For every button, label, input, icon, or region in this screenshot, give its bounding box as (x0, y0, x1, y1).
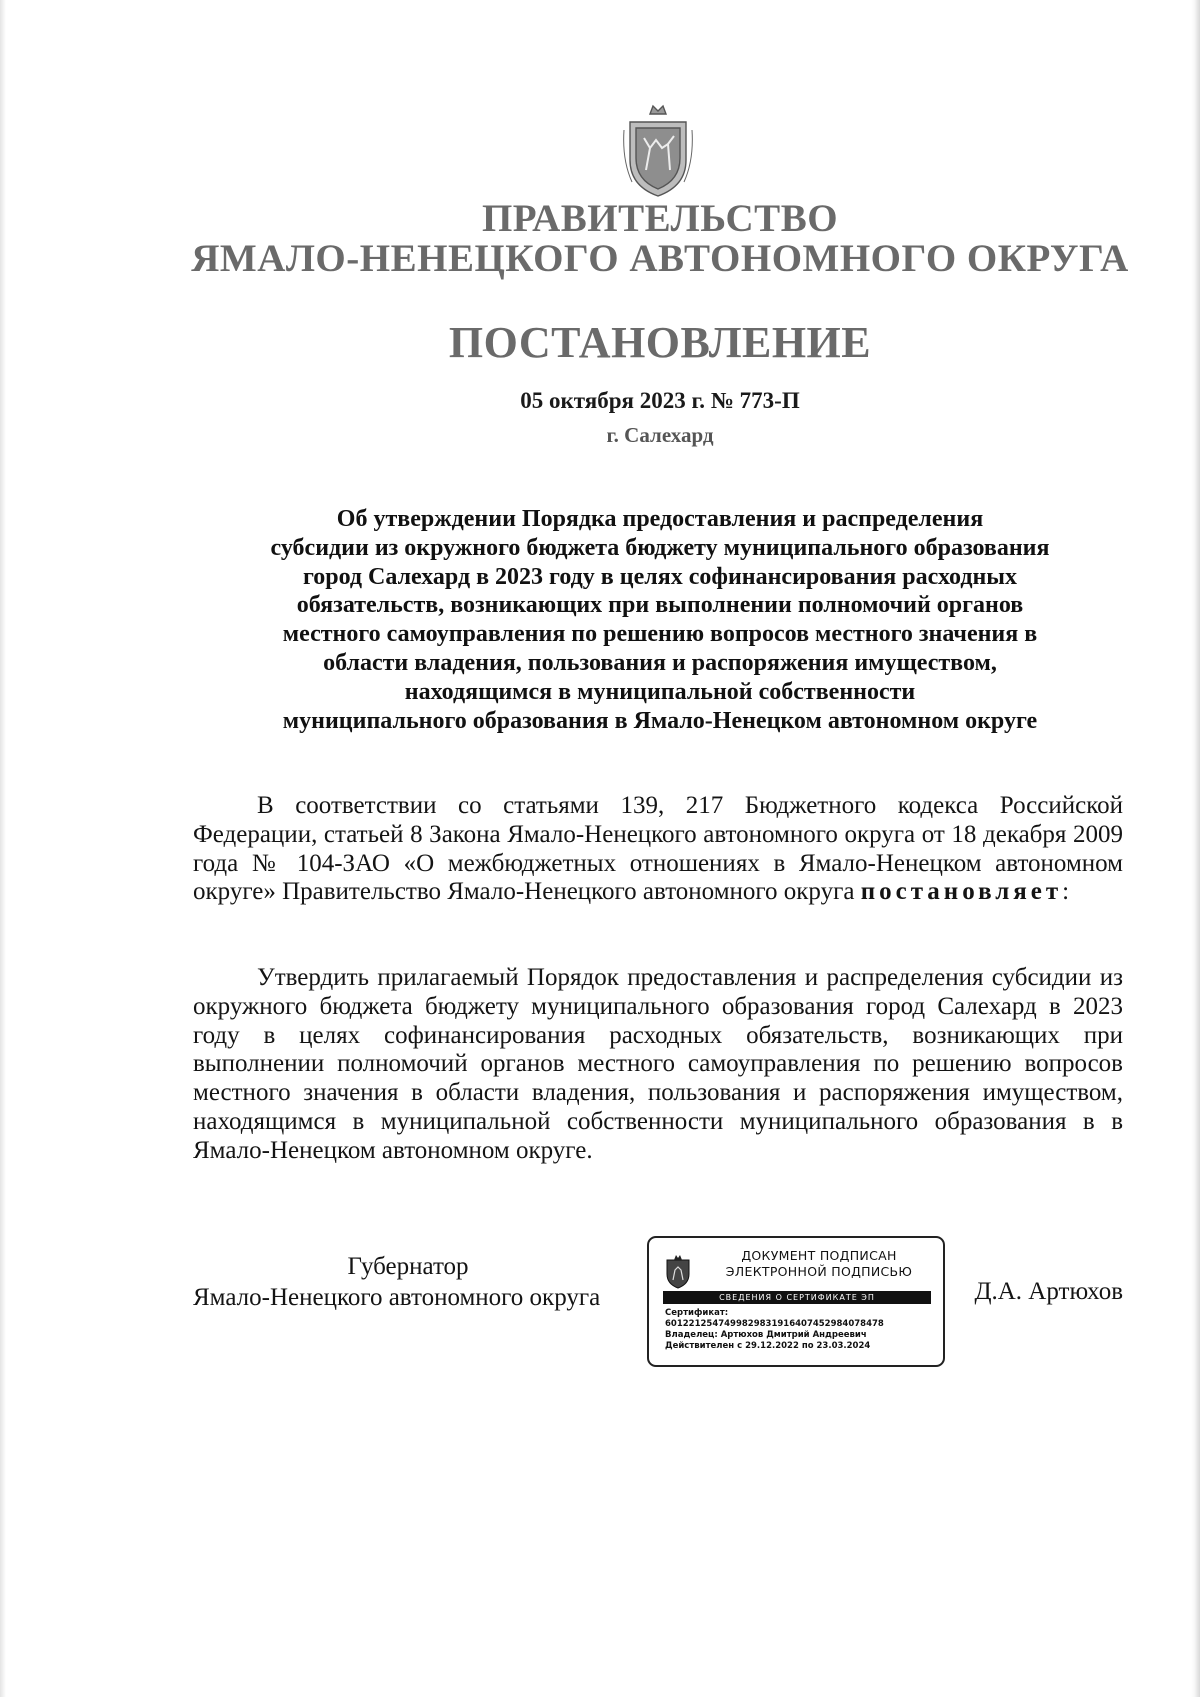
subject-line: находящимся в муниципальной собственности (404, 678, 916, 705)
page-edge-left (0, 0, 6, 1697)
subject-line: город Салехард в 2023 году в целях софинансирования расходных (302, 563, 1018, 590)
stamp-line1: ДОКУМЕНТ ПОДПИСАН (741, 1248, 897, 1263)
subject-line: Об утверждении Порядка предоставления и распределения (336, 506, 984, 532)
stamp-heading (699, 1248, 939, 1280)
signatory-title (193, 1251, 623, 1313)
resolves-keyword: постановляет (860, 878, 1063, 906)
stamp-emblem-icon (663, 1252, 693, 1290)
body-paragraph-resolution: Утвердить прилагаемый Порядок предоставления и распределения субсидии из окружного бюджета бюджету муниципального образования город Салехард в 2023 году в целях софинансирования расходных обязательств, возникающих при выполнении полномочий органов местного самоуправления по решению вопросов местного значения в области владения, пользования и распоряжения имуществом, находящимся в муниципальной собственности муниципального образования в в Ямало-Ненецком автономном округе. (193, 964, 1123, 1164)
signatory-region: Ямало-Ненецкого автономного округа (193, 1284, 601, 1311)
coat-of-arms-emblem (620, 100, 696, 200)
document-date-number: 05 октября 2023 г. № 773-П (520, 388, 800, 413)
document-type-title: ПОСТАНОВЛЕНИЕ (448, 318, 872, 367)
org-name-line2: ЯМАЛО-НЕНЕЦКОГО АВТОНОМНОГО ОКРУГА (191, 237, 1129, 280)
stamp-cert-details (665, 1308, 884, 1352)
page-edge-right (1191, 0, 1200, 1697)
preamble-colon: : (1062, 878, 1070, 906)
subject-line: местного самоуправления по решению вопросов местного значения в (282, 621, 1038, 648)
electronic-signature-stamp (647, 1236, 945, 1367)
org-name-line1: ПРАВИТЕЛЬСТВО (481, 197, 839, 240)
document-city: г. Салехард (606, 423, 714, 447)
signatory-position: Губернатор (347, 1253, 469, 1280)
stamp-cert-bar: СВЕДЕНИЯ О СЕРТИФИКАТЕ ЭП (663, 1291, 931, 1304)
stamp-cert-label: Сертификат: (665, 1308, 729, 1318)
document-subject (180, 505, 1140, 735)
stamp-validity: Действителен с 29.12.2022 по 23.03.2024 (665, 1341, 871, 1351)
signatory-name: Д.А. Артюхов (974, 1278, 1123, 1305)
subject-line: обязательств, возникающих при выполнении полномочий органов (296, 592, 1024, 619)
body-paragraph-preamble (193, 792, 1123, 907)
subject-line: субсидии из окружного бюджета бюджету муниципального образования (270, 534, 1050, 561)
stamp-line2: ЭЛЕКТРОННОЙ ПОДПИСЬЮ (725, 1264, 913, 1279)
stamp-owner: Владелец: Артюхов Дмитрий Андреевич (665, 1330, 867, 1340)
subject-line: муниципального образования в Ямало-Ненецком автономном округе (282, 707, 1038, 734)
preamble-text: В соответствии со статьями 139, 217 Бюджетного кодекса Российской Федерации, статьей 8 Закона Ямало-Ненецкого автономного округа от 18 декабря 2009 года № 104-ЗАО «О межбюджетных отношениях в Ямало-Ненецком автономном округе» Правительство Ямало-Ненецкого автономного округа (193, 792, 1123, 906)
stamp-cert-number: 6012212547499829831916407452984078478 (665, 1319, 884, 1329)
subject-line: области владения, пользования и распоряжения имуществом, (323, 649, 997, 676)
